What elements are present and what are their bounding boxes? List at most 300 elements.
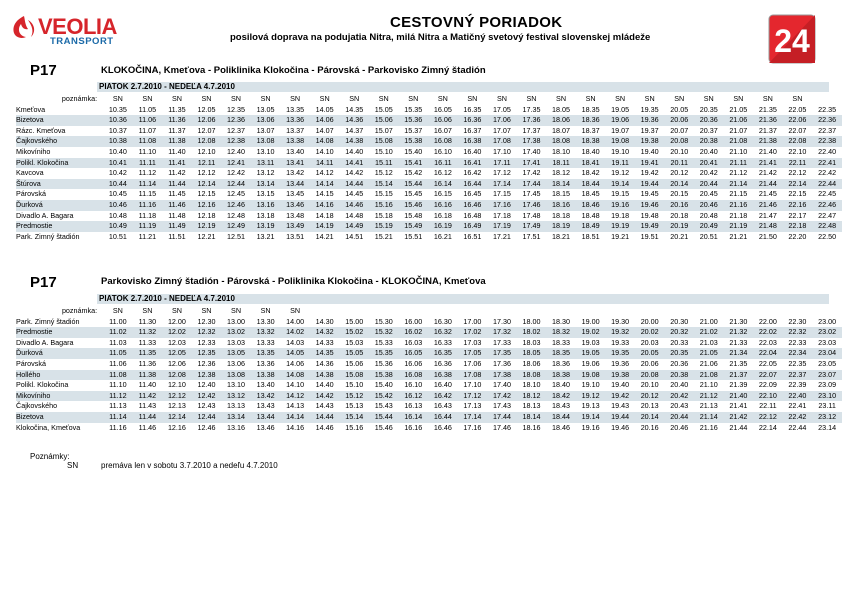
departure-time: 11.33 [138,337,157,347]
departure-time: 17.03 [463,337,482,347]
departure-time: 21.33 [729,337,748,347]
departure-time: 22.17 [788,210,807,220]
departure-time: 18.42 [581,168,600,178]
departure-time: 17.35 [522,104,541,114]
departure-time: 16.33 [433,337,452,347]
departure-time: 11.21 [138,231,157,241]
departure-time: 21.07 [729,125,748,135]
departure-time: 20.21 [670,231,689,241]
departure-time: 18.12 [552,168,571,178]
departure-time: 21.40 [724,391,754,402]
departure-time: 19.12 [611,168,630,178]
departure-time: 11.44 [162,179,192,190]
departure-time: 21.21 [729,231,748,241]
route-name: Parkovisko Zimný štadión - Párovská - Poliklinika Klokočina - KLOKOČINA, Kmeťova [101,276,486,287]
departure-time: 16.10 [433,146,452,156]
departure-time: 12.49 [221,221,251,232]
departure-time: 18.10 [522,380,541,390]
note-code: SN [67,461,79,470]
note-cell [458,306,488,317]
departure-time: 22.34 [783,348,813,359]
departure-time: 21.39 [729,380,748,390]
departure-time: 23.14 [818,422,837,432]
departure-time: 20.33 [670,337,689,347]
departure-time: 13.18 [256,210,275,220]
departure-time: 21.46 [753,200,783,211]
departure-time: 17.42 [522,168,541,178]
departure-time: 18.37 [581,125,600,135]
departure-time: 14.14 [280,412,310,423]
departure-time: 19.38 [605,370,635,381]
departure-time: 18.16 [546,200,576,211]
departure-time: 13.51 [286,231,305,241]
departure-time: 13.19 [251,221,281,232]
departure-time: 15.14 [339,412,369,423]
departure-time: 19.38 [635,136,665,147]
departure-time: 21.05 [694,348,724,359]
departure-time: 15.44 [369,412,399,423]
departure-time: 14.00 [286,316,305,326]
departure-time: 14.03 [286,337,305,347]
departure-time: 16.00 [404,316,423,326]
departure-time: 10.45 [108,189,127,199]
departure-time: 20.10 [640,380,659,390]
departure-time: 11.14 [103,412,133,423]
departure-time: 20.42 [664,391,694,402]
departure-time: 16.36 [433,358,452,368]
departure-time: 11.11 [133,158,163,169]
departure-time: 18.45 [581,189,600,199]
departure-time: 17.12 [492,168,511,178]
departure-time: 15.36 [399,115,429,126]
departure-time: 16.37 [463,125,482,135]
departure-time: 20.00 [640,316,659,326]
departure-time: 21.44 [753,179,783,190]
table-row [16,317,842,328]
departure-time: 21.03 [699,337,718,347]
departure-time: 21.44 [729,422,748,432]
stop-name: Klokočina, Kmeťova [16,422,81,432]
note-cell: SN [280,306,310,317]
departure-time: 22.05 [758,358,777,368]
departure-time: 14.19 [310,221,340,232]
table-row [16,348,842,359]
departure-time: 12.44 [192,412,222,423]
note-cell [399,306,429,317]
departure-time: 17.49 [517,221,547,232]
departure-time: 21.32 [724,327,754,338]
tv24-badge-icon [768,14,816,64]
departure-time: 11.12 [138,168,157,178]
departure-time: 16.12 [399,391,429,402]
departure-time: 14.02 [280,327,310,338]
departure-time: 16.14 [399,412,429,423]
departure-time: 14.41 [339,158,369,169]
departure-time: 15.46 [374,422,393,432]
departure-time: 21.19 [724,221,754,232]
departure-time: 11.32 [133,327,163,338]
departure-time: 11.46 [162,200,192,211]
departure-time: 15.18 [374,210,393,220]
departure-time: 21.02 [694,327,724,338]
note-cell: SN [664,94,694,105]
departure-time: 20.44 [694,179,724,190]
departure-time: 19.42 [605,391,635,402]
stop-name: Predmostie [16,327,103,338]
departure-time: 21.18 [729,210,748,220]
note-cell [783,306,813,317]
departure-time: 16.03 [404,337,423,347]
departure-time: 17.16 [487,200,517,211]
departure-time: 18.44 [576,179,606,190]
departure-time: 11.07 [138,125,157,135]
departure-time: 15.21 [374,231,393,241]
departure-time: 13.41 [280,158,310,169]
departure-time: 18.36 [576,115,606,126]
departure-time: 20.36 [694,115,724,126]
departure-time: 18.30 [552,316,571,326]
departure-time: 11.05 [138,104,157,114]
departure-time: 22.03 [758,337,777,347]
departure-time: 17.16 [463,422,482,432]
stop-name: Štúrova [16,179,103,190]
note-cell: SN [783,94,813,105]
departure-time: 20.51 [699,231,718,241]
departure-time: 12.40 [227,146,246,156]
departure-time: 23.09 [818,380,837,390]
departure-time: 14.10 [315,146,334,156]
stop-name: Polikl. Klokočina [16,380,69,390]
note-row [16,94,842,105]
departure-time: 22.07 [753,370,783,381]
departure-time: 11.36 [162,115,192,126]
departure-time: 16.02 [399,327,429,338]
departure-time: 14.07 [315,125,334,135]
departure-time: 20.19 [664,221,694,232]
table-row [16,380,842,391]
date-range-bar [97,294,829,304]
departure-time: 13.40 [256,380,275,390]
departure-time: 15.13 [345,401,364,411]
departure-time: 18.14 [546,179,576,190]
departure-time: 19.10 [611,146,630,156]
departure-time: 18.42 [546,391,576,402]
route-number: P17 [30,274,57,291]
departure-time: 11.15 [138,189,157,199]
departure-time: 15.41 [399,158,429,169]
transport-wordmark: TRANSPORT [50,36,114,47]
departure-time: 11.40 [168,146,186,156]
departure-time: 14.40 [345,146,364,156]
departure-time: 14.05 [280,348,310,359]
note-cell: SN [221,306,251,317]
departure-time: 22.39 [788,380,807,390]
departure-time: 14.30 [315,316,334,326]
departure-time: 10.48 [108,210,127,220]
departure-time: 23.10 [812,391,842,402]
departure-time: 22.35 [818,104,837,114]
departure-time: 17.08 [487,136,517,147]
departure-time: 21.40 [758,146,777,156]
departure-time: 15.37 [404,125,423,135]
departure-time: 23.11 [818,401,836,411]
stop-name: Ďurková [16,348,103,359]
departure-time: 19.30 [611,316,630,326]
departure-time: 22.47 [818,210,837,220]
departure-time: 20.48 [699,210,718,220]
departure-time: 19.36 [635,115,665,126]
departure-time: 14.18 [315,210,334,220]
departure-time: 15.48 [404,210,423,220]
departure-time: 12.21 [197,231,216,241]
departure-time: 15.03 [345,337,364,347]
departure-time: 13.46 [280,200,310,211]
departure-time: 12.11 [192,158,222,169]
stop-name: Polikl. Klokočina [16,158,103,169]
departure-time: 13.42 [286,168,305,178]
departure-time: 14.05 [315,104,334,114]
departure-time: 19.43 [611,401,630,411]
departure-time: 21.36 [753,115,783,126]
departure-time: 15.38 [369,370,399,381]
departure-time: 20.49 [694,221,724,232]
departure-time: 15.12 [339,391,369,402]
departure-time: 12.18 [197,210,216,220]
departure-time: 13.05 [221,348,251,359]
departure-time: 14.13 [286,401,305,411]
departure-time: 19.10 [581,380,600,390]
departure-time: 22.42 [818,168,837,178]
departure-time: 18.43 [552,401,571,411]
departure-time: 11.48 [168,210,186,220]
note-cell [310,306,340,317]
departure-time: 13.21 [256,231,275,241]
departure-time: 18.51 [581,231,600,241]
departure-time: 21.41 [753,158,783,169]
departure-time: 17.19 [487,221,517,232]
departure-time: 22.33 [788,337,807,347]
departure-time: 18.14 [517,412,547,423]
tv24-label: 24 [774,23,810,59]
departure-time: 14.38 [339,136,369,147]
departure-time: 18.46 [576,200,606,211]
departure-time: 15.49 [399,221,429,232]
timetable [16,306,842,433]
note-cell [517,306,547,317]
departure-time: 20.35 [664,348,694,359]
table-row [16,200,842,211]
departure-time: 13.35 [251,348,281,359]
departure-time: 22.16 [783,200,813,211]
departure-time: 22.38 [812,136,842,147]
stop-name: Čajkovského [16,136,103,147]
departure-time: 19.21 [611,231,630,241]
table-row [16,412,842,423]
departure-time: 19.44 [635,179,665,190]
departure-time: 16.07 [433,125,452,135]
departure-time: 20.12 [670,168,689,178]
note-cell: SN [724,94,754,105]
departure-time: 18.02 [517,327,547,338]
departure-time: 14.06 [286,358,305,368]
departure-time: 16.42 [463,168,482,178]
departure-time: 18.16 [522,422,541,432]
departure-time: 10.46 [103,200,133,211]
departure-time: 10.36 [103,115,133,126]
departure-time: 14.44 [339,179,369,190]
departure-time: 20.06 [640,358,659,368]
departure-time: 13.13 [227,401,246,411]
departure-time: 20.40 [699,146,718,156]
departure-time: 17.14 [487,179,517,190]
departure-time: 20.32 [664,327,694,338]
departure-time: 11.00 [109,316,127,326]
departure-time: 15.12 [374,168,393,178]
departure-time: 18.49 [576,221,606,232]
departure-time: 15.40 [374,380,393,390]
departure-time: 19.48 [640,210,659,220]
departure-time: 16.42 [428,391,458,402]
departure-time: 11.36 [138,358,157,368]
departure-time: 14.46 [315,422,334,432]
departure-time: 18.08 [546,136,576,147]
departure-time: 22.40 [818,146,837,156]
departure-time: 17.46 [517,200,547,211]
departure-time: 21.10 [729,146,748,156]
departure-time: 15.06 [369,115,399,126]
departure-time: 22.37 [783,370,813,381]
departure-time: 14.44 [310,412,340,423]
departure-time: 21.15 [729,189,748,199]
departure-time: 18.11 [546,158,576,169]
departure-time: 22.08 [783,136,813,147]
departure-time: 11.02 [103,327,133,338]
departure-time: 17.00 [463,316,482,326]
note-cell: SN [487,94,517,105]
departure-time: 19.36 [611,358,630,368]
note-cell: SN [162,306,192,317]
departure-time: 19.15 [611,189,630,199]
note-cell [664,306,694,317]
departure-time: 11.44 [133,412,163,423]
departure-time: 15.33 [374,337,393,347]
departure-time: 16.13 [404,401,423,411]
departure-time: 16.43 [433,401,452,411]
stop-name: Bizetova [16,115,103,126]
departure-time: 12.16 [167,422,186,432]
departure-time: 12.08 [192,136,222,147]
departure-time: 22.05 [788,104,807,114]
departure-time: 14.21 [315,231,334,241]
departure-time: 17.44 [517,179,547,190]
departure-time: 12.41 [221,158,251,169]
departure-time: 14.51 [345,231,364,241]
table-row [16,115,842,126]
table-row [16,221,842,232]
departure-time: 16.16 [404,422,423,432]
departure-time: 20.08 [635,370,665,381]
departure-time: 21.48 [753,221,783,232]
departure-time: 21.50 [758,231,777,241]
departure-time: 18.38 [546,370,576,381]
departure-time: 22.20 [788,231,807,241]
departure-time: 14.06 [310,115,340,126]
table-row [16,105,842,116]
departure-time: 20.06 [664,115,694,126]
departure-time: 11.10 [138,146,157,156]
departure-time: 19.42 [640,168,659,178]
note-cell: SN [103,306,133,317]
departure-time: 11.03 [109,337,127,347]
departure-time: 22.35 [788,358,807,368]
departure-time: 13.48 [286,210,305,220]
table-row [16,126,842,137]
departure-time: 17.02 [458,327,488,338]
departure-time: 14.46 [339,200,369,211]
departure-time: 12.08 [162,370,192,381]
departure-time: 20.42 [699,168,718,178]
departure-time: 12.19 [192,221,222,232]
departure-time: 17.10 [463,380,482,390]
table-row [16,338,842,349]
departure-time: 11.19 [133,221,163,232]
departure-time: 20.18 [670,210,689,220]
departure-time: 14.35 [345,104,364,114]
departure-time: 12.06 [167,358,186,368]
departure-time: 10.40 [108,146,127,156]
table-row [16,391,842,402]
note-cell [812,306,842,317]
departure-time: 16.40 [433,380,452,390]
departure-time: 12.33 [197,337,216,347]
departure-time: 22.36 [812,115,842,126]
departure-time: 18.13 [522,401,541,411]
departure-time: 12.43 [197,401,216,411]
departure-time: 14.48 [345,210,364,220]
departure-time: 21.14 [694,412,724,423]
note-cell: SN [635,94,665,105]
departure-time: 18.18 [552,210,571,220]
departure-time: 11.12 [103,391,133,402]
departure-time: 19.41 [635,158,665,169]
departure-time: 16.08 [428,136,458,147]
departure-time: 14.35 [310,348,340,359]
departure-time: 18.40 [581,146,600,156]
departure-time: 16.19 [428,221,458,232]
departure-time: 15.35 [404,104,423,114]
departure-time: 15.30 [374,316,393,326]
departure-time: 18.46 [552,422,571,432]
stop-name: Kmeťova [16,104,46,114]
departure-time: 15.42 [369,391,399,402]
departure-time: 12.05 [197,104,216,114]
departure-time: 15.02 [339,327,369,338]
date-range-bar [97,82,829,92]
departure-time: 18.32 [546,327,576,338]
departure-time: 11.16 [109,422,127,432]
timetable [16,94,842,242]
departure-time: 11.42 [168,168,186,178]
departure-time: 13.16 [251,200,281,211]
departure-time: 16.44 [458,179,488,190]
departure-time: 15.06 [345,358,364,368]
departure-time: 19.19 [605,221,635,232]
departure-time: 17.40 [492,380,511,390]
departure-time: 14.49 [339,221,369,232]
departure-time: 20.37 [699,125,718,135]
departure-time: 12.02 [162,327,192,338]
departure-time: 20.36 [670,358,689,368]
